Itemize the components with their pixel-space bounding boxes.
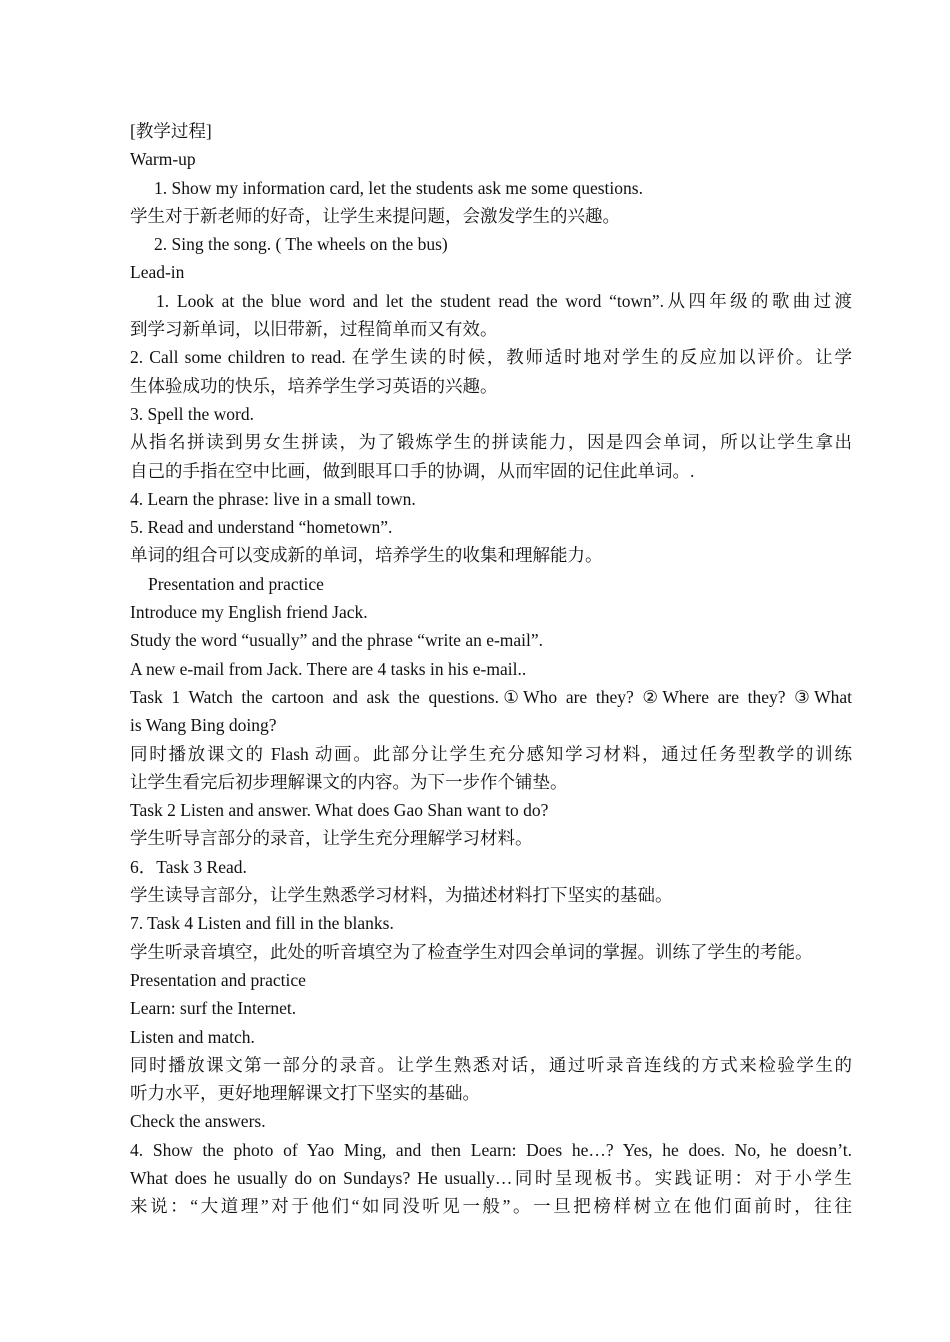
step-item: 2. Sing the song. ( The wheels on the bus) (154, 234, 448, 255)
commentary-text: 从指名拼读到男女生拼读，为了锻炼学生的拼读能力，因是四会单词，所以让学生拿出 (130, 432, 852, 453)
step-item: 4. Learn the phrase: live in a small town. (130, 488, 416, 509)
step-item: 4. Show the photo of Yao Ming, and then Learn: Does he…? Yes, he does. No, he doesn’t. (130, 1139, 852, 1160)
stage-heading: Warm-up (130, 149, 196, 170)
commentary-text: 单词的组合可以变成新的单词，培养学生的收集和理解能力。 (130, 545, 603, 566)
step-item: A new e-mail from Jack. There are 4 tasks in his e-mail.. (130, 658, 527, 679)
commentary-text: 生体验成功的快乐，培养学生学习英语的兴趣。 (130, 375, 498, 396)
stage-heading: Lead-in (130, 262, 185, 283)
step-item: 1. Show my information card, let the students ask me some questions. (154, 177, 643, 198)
commentary-text: 自己的手指在空中比画，做到眼耳口手的协调，从而牢固的记住此单词。. (130, 460, 695, 481)
commentary-text: 学生读导言部分，让学生熟悉学习材料，为描述材料打下坚实的基础。 (130, 885, 673, 906)
stage-heading: Presentation and practice (130, 969, 306, 990)
step-item: 2. Call some children to read. 在学生读的时候，教师适时地对学生的反应加以评价。让学 (130, 347, 852, 368)
commentary-text: 听力水平，更好地理解课文打下坚实的基础。 (130, 1083, 480, 1104)
step-item: Learn: surf the Internet. (130, 998, 297, 1019)
step-item: Study the word “usually” and the phrase “write an e-mail”. (130, 630, 544, 651)
step-item: 5. Read and understand “hometown”. (130, 517, 393, 538)
step-item: 3. Spell the word. (130, 403, 254, 424)
commentary-text: 学生对于新老师的好奇，让学生来提问题，会激发学生的兴趣。 (130, 205, 620, 226)
commentary-text: 让学生看完后初步理解课文的内容。为下一步作个铺垫。 (130, 771, 568, 792)
commentary-text: 同时播放课文第一部分的录音。让学生熟悉对话，通过听录音连线的方式来检验学生的 (130, 1054, 852, 1075)
commentary-text: 学生听导言部分的录音，让学生充分理解学习材料。 (130, 828, 533, 849)
step-item: What does he usually do on Sundays? He usually…同时呈现板书。实践证明：对于小学生 (130, 1167, 852, 1188)
section-heading: [教学过程] (130, 121, 212, 141)
task-item: Task 1 Watch the cartoon and ask the questions.①Who are they? ②Where are they? ③What (130, 686, 852, 707)
task-item: 6．Task 3 Read. (130, 856, 247, 877)
commentary-text: 同时播放课文的 Flash 动画。此部分让学生充分感知学习材料，通过任务型教学的训练 (130, 743, 852, 764)
stage-heading: Presentation and practice (148, 573, 324, 594)
document-body (130, 117, 852, 1221)
task-item: is Wang Bing doing? (130, 715, 277, 736)
task-item: 7. Task 4 Listen and fill in the blanks. (130, 913, 394, 934)
task-item: Task 2 Listen and answer. What does Gao Shan want to do? (130, 800, 549, 821)
step-item: 1. Look at the blue word and let the student read the word “town”.从四年级的歌曲过渡 (156, 290, 852, 311)
step-item: Check the answers. (130, 1111, 266, 1132)
commentary-text: 来说：“大道理”对于他们“如同没听见一般”。一旦把榜样树立在他们面前时，往往 (130, 1196, 852, 1217)
step-item: Listen and match. (130, 1026, 255, 1047)
commentary-text: 学生听录音填空，此处的听音填空为了检查学生对四会单词的掌握。训练了学生的考能。 (130, 941, 813, 962)
step-item: Introduce my English friend Jack. (130, 602, 368, 623)
commentary-text: 到学习新单词，以旧带新，过程简单而又有效。 (130, 319, 498, 340)
